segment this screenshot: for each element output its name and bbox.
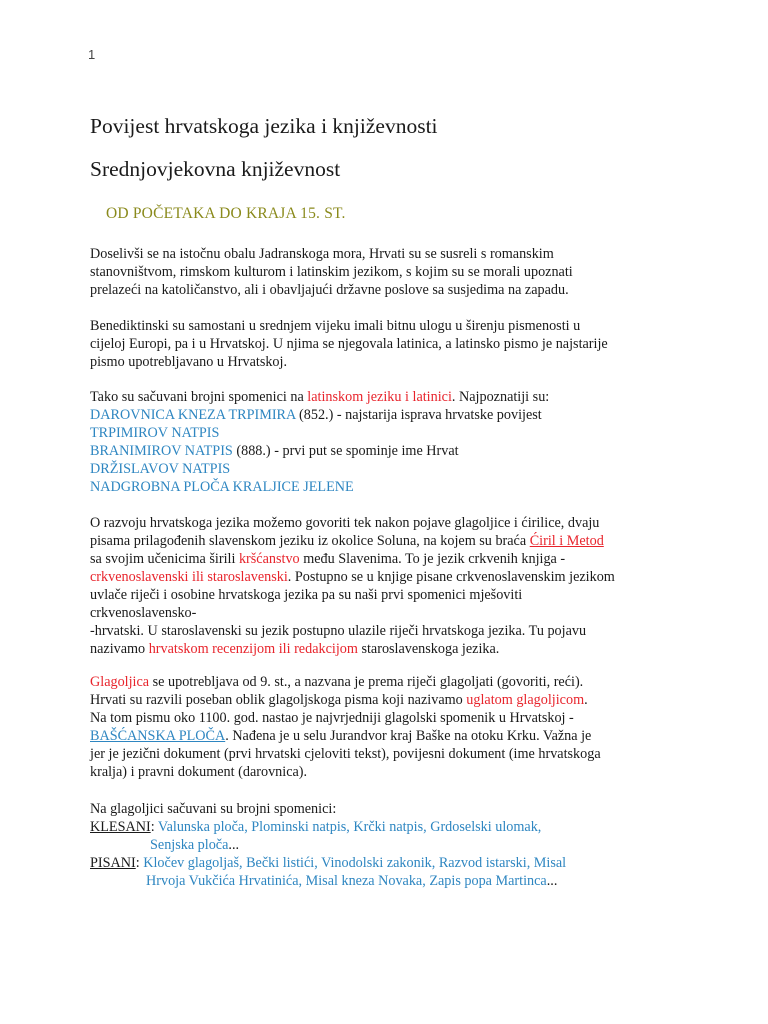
highlight-latin: latinskom jeziku i latinici xyxy=(307,389,452,405)
text-line xyxy=(90,640,690,658)
paragraph-glagolitic-monuments xyxy=(90,800,690,890)
klesani-list xyxy=(90,818,690,836)
highlight-crkvenoslavenski: crkvenoslavenski ili staroslavenski xyxy=(90,569,288,585)
monument-item xyxy=(90,478,690,496)
text-run: : xyxy=(135,855,144,871)
monument-name: TRPIMIROV NATPIS xyxy=(90,425,220,441)
text-run: se upotrebljava od 9. st., a nazvana je prema riječi glagoljati (govoriti, reći). xyxy=(149,674,584,690)
text-run: pisama prilagođenih slavenskom jeziku iz okolice Soluna, na kojem su braća xyxy=(90,533,530,549)
klesani-items: Senjska ploča xyxy=(150,837,229,853)
klesani-label: KLESANI xyxy=(90,819,151,835)
text-run: Tako su sačuvani brojni spomenici na xyxy=(90,389,308,405)
text-line: prelazeći na katoličanstvo, ali i obavljajući državne poslove sa susjedima na zapadu. xyxy=(90,282,569,298)
paragraph-language xyxy=(90,514,690,658)
text-line: Benediktinski su samostani u srednjem vijeku imali bitnu ulogu u širenju pismenosti u xyxy=(90,318,581,334)
text-line: jer je jezični dokument (prvi hrvatski cjeloviti tekst), povijesni dokument (ime hrvatskoga xyxy=(90,746,601,762)
monument-name: BRANIMIROV NATPIS xyxy=(90,443,233,459)
monument-item xyxy=(90,460,690,478)
link-ciril-metod[interactable]: Ćiril i Metod xyxy=(529,533,604,549)
paragraph-glagoljica xyxy=(90,673,690,781)
pisani-label: PISANI xyxy=(90,855,136,871)
paragraph-1 xyxy=(90,245,690,299)
text-run: sa svojim učenicima širili xyxy=(90,551,239,567)
text-run: : xyxy=(150,819,158,835)
klesani-list-cont xyxy=(90,836,690,854)
text-line: -hrvatski. U staroslavenski su jezik postupno ulazile riječi hrvatskoga jezika. Tu pojavu xyxy=(90,623,587,639)
text-line xyxy=(90,727,690,745)
text-line: Doselivši se na istočnu obalu Jadranskoga mora, Hrvati su se susreli s romanskim xyxy=(90,246,554,262)
text-line xyxy=(90,673,690,691)
monument-desc: (888.) - prvi put se spominje ime Hrvat xyxy=(232,443,459,459)
text-run: . Najpoznatiji su: xyxy=(451,389,550,405)
text-line: crkvenoslavensko- xyxy=(90,605,197,621)
highlight-recenzija: hrvatskom recenzijom ili redakcijom xyxy=(148,641,358,657)
document-subtitle: Srednjovjekovna književnost xyxy=(90,157,341,181)
text-run: ... xyxy=(546,873,558,889)
link-bascanska-ploca[interactable]: BAŠĆANSKA PLOČA xyxy=(90,728,226,744)
pisani-items: Kločev glagoljaš, Bečki listići, Vinodolski zakonik, Razvod istarski, Misal xyxy=(143,855,567,871)
text-run: . xyxy=(584,692,588,708)
text-line: cijeloj Europi, pa i u Hrvatskoj. U njima se njegovala latinica, a latinsko pismo je najstarije xyxy=(90,336,608,352)
pisani-list-cont xyxy=(90,872,690,890)
document-title: Povijest hrvatskoga jezika i književnosti xyxy=(90,114,438,138)
highlight-uglata: uglatom glagoljicom xyxy=(466,692,585,708)
monument-desc: (852.) - najstarija isprava hrvatske povijest xyxy=(295,407,542,423)
text-line: pismo upotrebljavano u Hrvatskoj. xyxy=(90,354,288,370)
text-line: O razvoju hrvatskoga jezika možemo govoriti tek nakon pojave glagoljice i ćirilice, dvaju xyxy=(90,515,600,531)
text-run: ... xyxy=(228,837,240,853)
monument-name: NADGROBNA PLOČA KRALJICE JELENE xyxy=(90,479,354,495)
text-line xyxy=(90,691,690,709)
text-run: nazivamo xyxy=(90,641,149,657)
text-line: Na tom pismu oko 1100. god. nastao je najvrjedniji glagolski spomenik u Hrvatskoj - xyxy=(90,710,574,726)
text-line: Na glagoljici sačuvani su brojni spomenici: xyxy=(90,801,337,817)
text-run: staroslavenskoga jezika. xyxy=(357,641,500,657)
text-run: . Nađena je u selu Jurandvor kraj Baške na otoku Krku. Važna je xyxy=(225,728,592,744)
pisani-items: Hrvoja Vukčića Hrvatinića, Misal kneza Novaka, Zapis popa Martinca xyxy=(146,873,547,889)
monument-name: DAROVNICA KNEZA TRPIMIRA xyxy=(90,407,296,423)
text-run: među Slavenima. To je jezik crkvenih knjiga - xyxy=(299,551,566,567)
text-line xyxy=(90,550,690,568)
text-line: kralja) i pravni dokument (darovnica). xyxy=(90,764,308,780)
text-line xyxy=(90,532,690,550)
section-heading: OD POČETAKA DO KRAJA 15. ST. xyxy=(106,205,346,222)
text-run: . Postupno se u knjige pisane crkvenoslavenskim jezikom xyxy=(287,569,615,585)
highlight-glagoljica: Glagoljica xyxy=(90,674,150,690)
page-number: 1 xyxy=(88,47,96,62)
highlight-krscanstvo: kršćanstvo xyxy=(238,551,300,567)
pisani-list xyxy=(90,854,690,872)
monument-item xyxy=(90,424,690,442)
text-line: stanovništvom, rimskom kulturom i latinskim jezikom, s kojim su se morali upoznati xyxy=(90,264,573,280)
text-line: uvlače riječi i osobine hrvatskoga jezika pa su naši prvi spomenici mješoviti xyxy=(90,587,523,603)
monument-item xyxy=(90,406,690,424)
text-run: Hrvati su razvili poseban oblik glagoljskoga pisma koji nazivamo xyxy=(90,692,467,708)
paragraph-latin-monuments xyxy=(90,388,690,496)
paragraph-2 xyxy=(90,317,690,371)
monument-name: DRŽISLAVOV NATPIS xyxy=(90,461,231,477)
monument-item xyxy=(90,442,690,460)
text-line xyxy=(90,388,690,406)
klesani-items: Valunska ploča, Plominski natpis, Krčki natpis, Grdoselski ulomak, xyxy=(157,819,542,835)
text-line xyxy=(90,568,690,586)
